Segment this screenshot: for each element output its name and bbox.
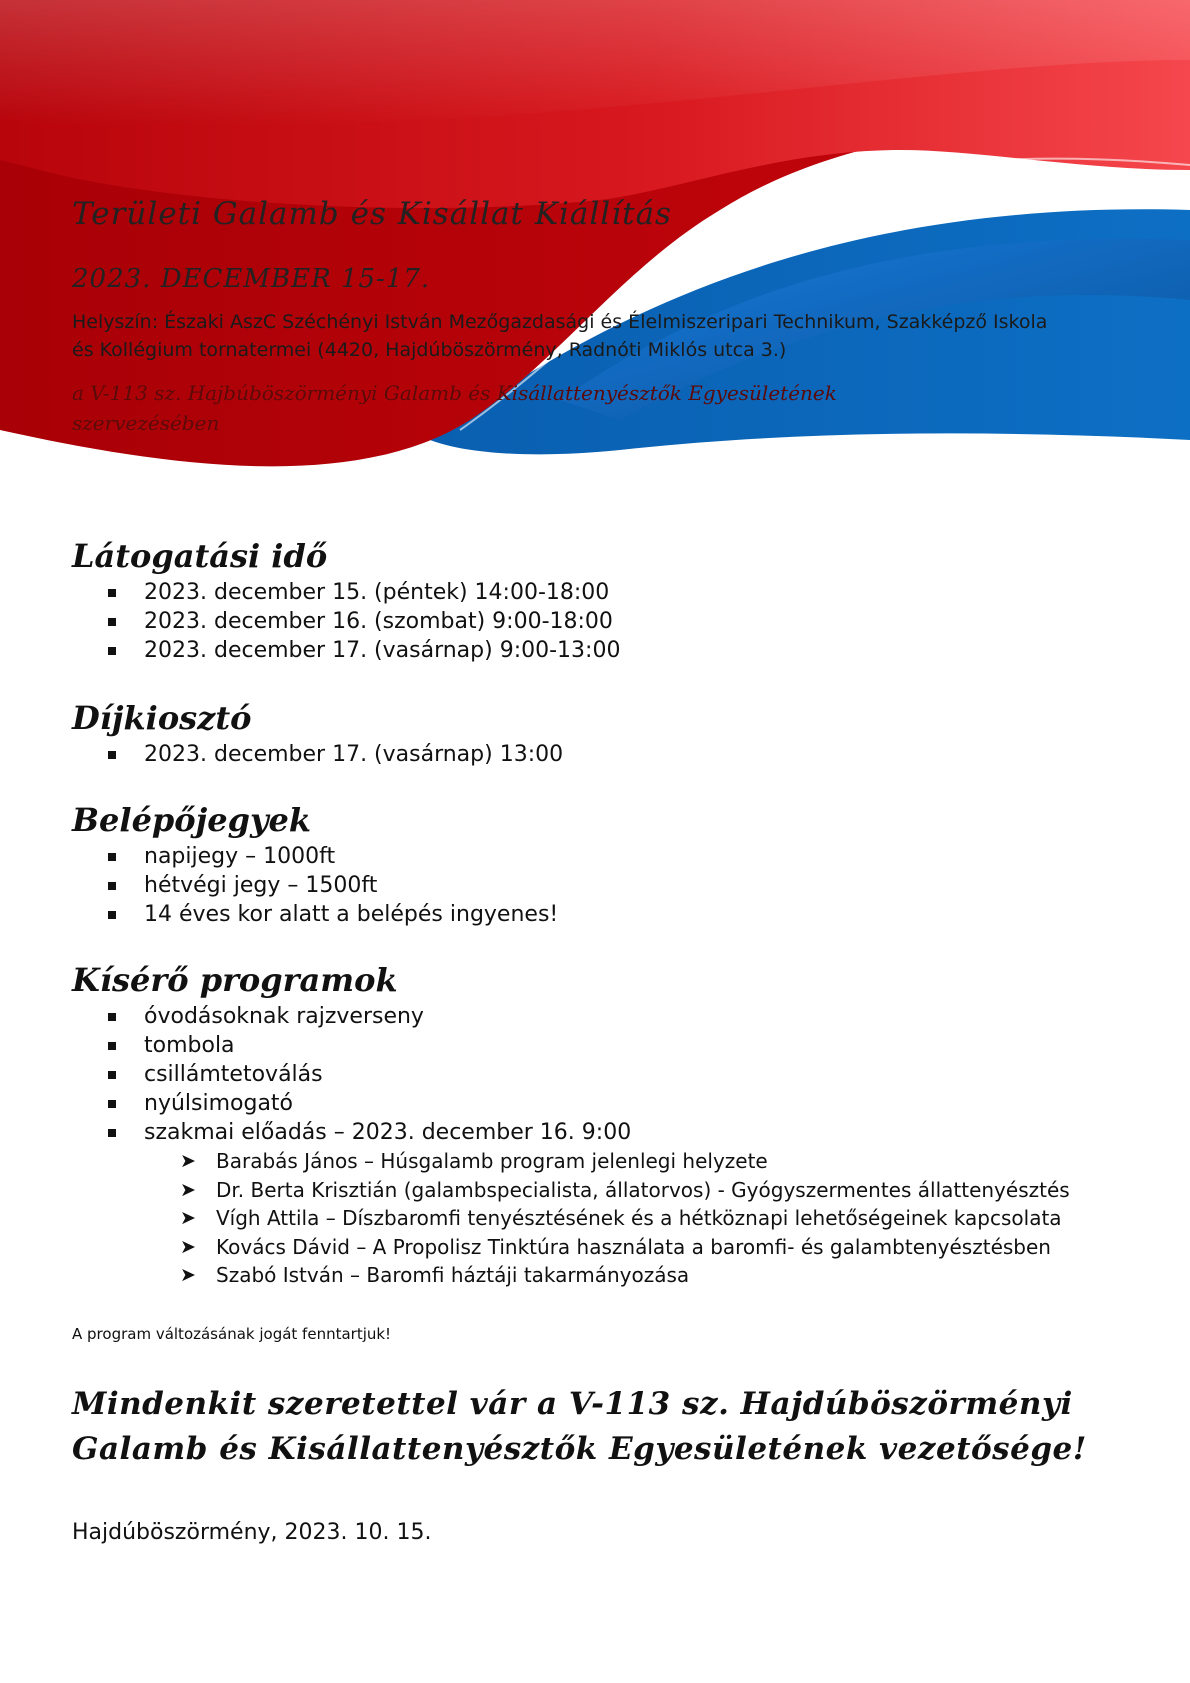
- talk-item: ➤ Vígh Attila – Díszbaromfi tenyésztésének és a hétköznapi lehetőségeinek kapcsolata: [72, 1204, 1070, 1233]
- bullet-square-icon: [108, 882, 116, 890]
- place-and-date: Hajdúböszörmény, 2023. 10. 15.: [72, 1520, 432, 1545]
- visiting-hours-section: [72, 536, 620, 665]
- list-item: szakmai előadás – 2023. december 16. 9:00: [72, 1118, 1070, 1147]
- tickets-heading: Belépőjegyek: [72, 801, 312, 839]
- list-item: csillámtetoválás: [72, 1060, 1070, 1089]
- arrow-right-icon: ➤: [180, 1150, 196, 1172]
- list-item: 2023. december 16. (szombat) 9:00-18:00: [72, 607, 620, 636]
- list-item: nyúlsimogató: [72, 1089, 1070, 1118]
- list-item: 2023. december 17. (vasárnap) 13:00: [72, 740, 563, 769]
- event-date: 2023. DECEMBER 15-17.: [72, 264, 431, 294]
- bullet-square-icon: [108, 618, 116, 626]
- side-programs-section: [72, 960, 1070, 1290]
- side-programs-heading: Kísérő programok: [72, 961, 398, 999]
- bullet-square-icon: [108, 647, 116, 655]
- talk-item: ➤ Barabás János – Húsgalamb program jelenlegi helyzete: [72, 1147, 1070, 1176]
- bullet-square-icon: [108, 751, 116, 759]
- list-item: tombola: [72, 1031, 1070, 1060]
- side-programs-list: [72, 1002, 1070, 1147]
- talk-item: ➤ Dr. Berta Krisztián (galambspecialista, állatorvos) - Gyógyszermentes állattenyésztés: [72, 1176, 1070, 1205]
- tickets-list: [72, 842, 558, 929]
- list-item: 2023. december 15. (péntek) 14:00-18:00: [72, 578, 620, 607]
- list-item: hétvégi jegy – 1500ft: [72, 871, 558, 900]
- talk-item: ➤ Kovács Dávid – A Propolisz Tinktúra használata a baromfi- és galambtenyésztésben: [72, 1233, 1070, 1262]
- award-ceremony-section: [72, 698, 563, 769]
- tickets-section: [72, 800, 558, 929]
- visiting-hours-list: [72, 578, 620, 665]
- list-item: napijegy – 1000ft: [72, 842, 558, 871]
- list-item: óvodásoknak rajzverseny: [72, 1002, 1070, 1031]
- bullet-square-icon: [108, 1071, 116, 1079]
- talk-item: ➤ Szabó István – Baromfi háztáji takarmányozása: [72, 1261, 1070, 1290]
- award-ceremony-heading: Díjkiosztó: [72, 699, 252, 737]
- bullet-square-icon: [108, 911, 116, 919]
- event-venue: Helyszín: Északi AszC Széchényi István Mezőgazdasági és Élelmiszeripari Technikum, Szakképző Iskola és Kollégium tornatermei (4420, Hajdúböszörmény, Radnóti Miklós utca 3.): [72, 311, 1048, 361]
- event-organizer: a V-113 sz. Hajbúböszörményi Galamb és Kisállattenyésztők Egyesületének szervezésében: [72, 381, 837, 435]
- arrow-right-icon: ➤: [180, 1207, 196, 1229]
- bullet-square-icon: [108, 1100, 116, 1108]
- visiting-hours-heading: Látogatási idő: [72, 537, 328, 575]
- disclaimer-note: A program változásának jogát fenntartjuk!: [72, 1325, 392, 1343]
- closing-message: Mindenkit szeretettel vár a V-113 sz. Hajdúböszörményi Galamb és Kisállattenyésztők Egyesületének vezetősége!: [72, 1386, 1087, 1467]
- header-wave-banner: [0, 0, 1190, 520]
- list-item: 14 éves kor alatt a belépés ingyenes!: [72, 900, 558, 929]
- bullet-square-icon: [108, 1129, 116, 1137]
- arrow-right-icon: ➤: [180, 1178, 196, 1201]
- arrow-right-icon: ➤: [180, 1235, 196, 1258]
- bullet-square-icon: [108, 1013, 116, 1021]
- bullet-square-icon: [108, 589, 116, 597]
- talks-list: [72, 1147, 1070, 1290]
- arrow-right-icon: ➤: [180, 1264, 196, 1286]
- event-title: Területi Galamb és Kisállat Kiállítás: [72, 196, 672, 232]
- bullet-square-icon: [108, 853, 116, 861]
- bullet-square-icon: [108, 1042, 116, 1050]
- award-ceremony-list: [72, 740, 563, 769]
- list-item: 2023. december 17. (vasárnap) 9:00-13:00: [72, 636, 620, 665]
